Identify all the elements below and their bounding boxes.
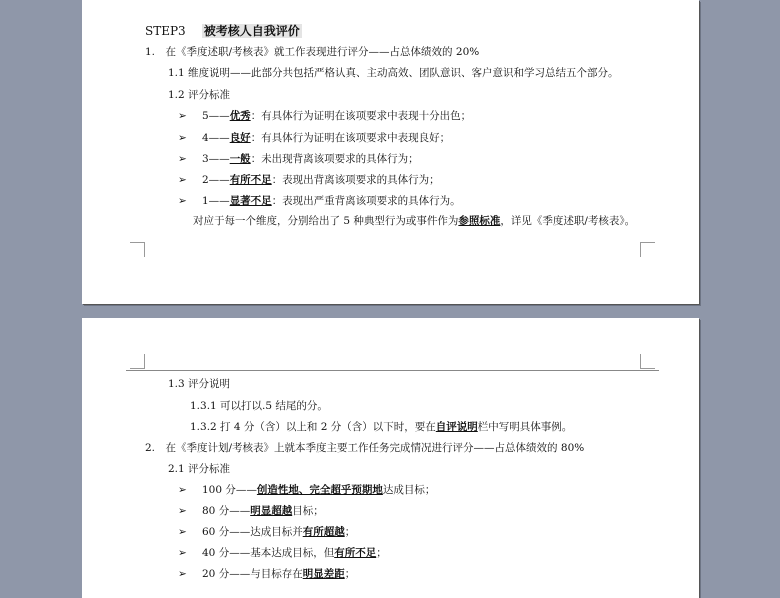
criteria-text: 100 分——	[202, 484, 257, 496]
criteria-item	[178, 525, 355, 539]
criteria-text: 达成目标；	[382, 484, 436, 496]
criteria-term: 显著不足	[229, 195, 272, 207]
bullet-arrow-icon: ➢	[178, 195, 187, 207]
section-text: 栏中写明具体事例。	[477, 421, 573, 433]
margin-corner-mark	[640, 242, 655, 257]
section-text: 1.3.2 打 4 分（含）以上和 2 分（含）以下时，要在	[190, 421, 436, 433]
criteria-desc: ：表现出背离该项要求的具体行为；	[271, 174, 440, 186]
bullet-arrow-icon: ➢	[178, 568, 187, 580]
criteria-desc: ：有具体行为证明在该项要求中表现良好；	[250, 132, 451, 144]
criteria-item	[178, 504, 324, 518]
section-1-1: 1.1 维度说明——此部分共包括严格认真、主动高效、团队意识、客户意识和学习总结五个部分。	[168, 67, 619, 79]
criteria-score: 2——	[202, 174, 230, 186]
criteria-item	[178, 194, 461, 208]
section-1-heading: 1. 在《季度述职/考核表》就工作表现进行评分——占总体绩效的 20%	[145, 46, 480, 58]
criteria-text: 80 分——	[202, 505, 251, 517]
bullet-arrow-icon: ➢	[178, 505, 187, 517]
criteria-term: 有所不足	[334, 547, 377, 559]
bullet-arrow-icon: ➢	[178, 153, 187, 165]
criteria-term: 一般	[229, 153, 251, 165]
criteria-desc: ：未出现背离该项要求的具体行为；	[250, 153, 419, 165]
criteria-item	[178, 152, 419, 166]
criteria-term: 有所不足	[229, 174, 272, 186]
criteria-item	[178, 483, 435, 497]
margin-corner-mark	[640, 354, 655, 369]
criteria-score: 1——	[202, 195, 230, 207]
criteria-text: 20 分——与目标存在	[202, 568, 303, 580]
criteria-desc: ：有具体行为证明在该项要求中表现十分出色；	[250, 110, 472, 122]
section-1-2: 1.2 评分标准	[168, 89, 231, 101]
section-term: 自评说明	[435, 421, 478, 433]
note-term: 参照标准	[458, 215, 501, 227]
criteria-text: 60 分——达成目标并	[202, 526, 303, 538]
criteria-term: 有所超越	[302, 526, 345, 538]
margin-corner-mark	[130, 354, 145, 369]
document-page-1	[82, 0, 699, 304]
criteria-term: 优秀	[229, 110, 251, 122]
criteria-term: 明显超越	[250, 505, 293, 517]
bullet-arrow-icon: ➢	[178, 132, 187, 144]
bullet-arrow-icon: ➢	[178, 547, 187, 559]
note-text: ，详见《季度述职/考核表》。	[500, 215, 636, 227]
section-1-3-1: 1.3.1 可以打以.5 结尾的分。	[190, 400, 328, 412]
bullet-arrow-icon: ➢	[178, 484, 187, 496]
criteria-item	[178, 546, 387, 560]
bullet-arrow-icon: ➢	[178, 174, 187, 186]
section-2-heading: 2. 在《季度计划/考核表》上就本季度主要工作任务完成情况进行评分——占总体绩效的 80%	[145, 442, 585, 454]
note-text: 对应于每一个维度，分别给出了 5 种典型行为或事件作为	[193, 215, 459, 227]
criteria-text: 40 分——基本达成目标，但	[202, 547, 335, 559]
section-1-3-2	[190, 420, 572, 434]
bullet-arrow-icon: ➢	[178, 526, 187, 538]
criteria-term: 创造性地、完全超乎预期地	[256, 484, 383, 496]
criteria-item	[178, 109, 471, 123]
criteria-score: 5——	[202, 110, 230, 122]
header-rule	[126, 370, 659, 371]
criteria-item	[178, 173, 440, 187]
step-title: 被考核人自我评价	[203, 24, 300, 38]
criteria-score: 3——	[202, 153, 230, 165]
document-page-2	[82, 318, 699, 598]
criteria-score: 4——	[202, 132, 230, 144]
section-1-3: 1.3 评分说明	[168, 378, 231, 390]
criteria-item	[178, 567, 355, 581]
criteria-term: 良好	[229, 132, 251, 144]
criteria-text: ；	[344, 568, 356, 580]
criteria-term: 明显差距	[302, 568, 345, 580]
criteria-text: 目标；	[292, 505, 324, 517]
step-label: STEP3	[145, 24, 186, 38]
section-2-1: 2.1 评分标准	[168, 463, 231, 475]
criteria-text: ；	[344, 526, 356, 538]
step-heading	[145, 24, 302, 38]
reference-note	[193, 214, 635, 228]
criteria-text: ；	[376, 547, 387, 559]
criteria-desc: ：表现出严重背离该项要求的具体行为。	[271, 195, 461, 207]
criteria-item	[178, 131, 450, 145]
bullet-arrow-icon: ➢	[178, 110, 187, 122]
margin-corner-mark	[130, 242, 145, 257]
